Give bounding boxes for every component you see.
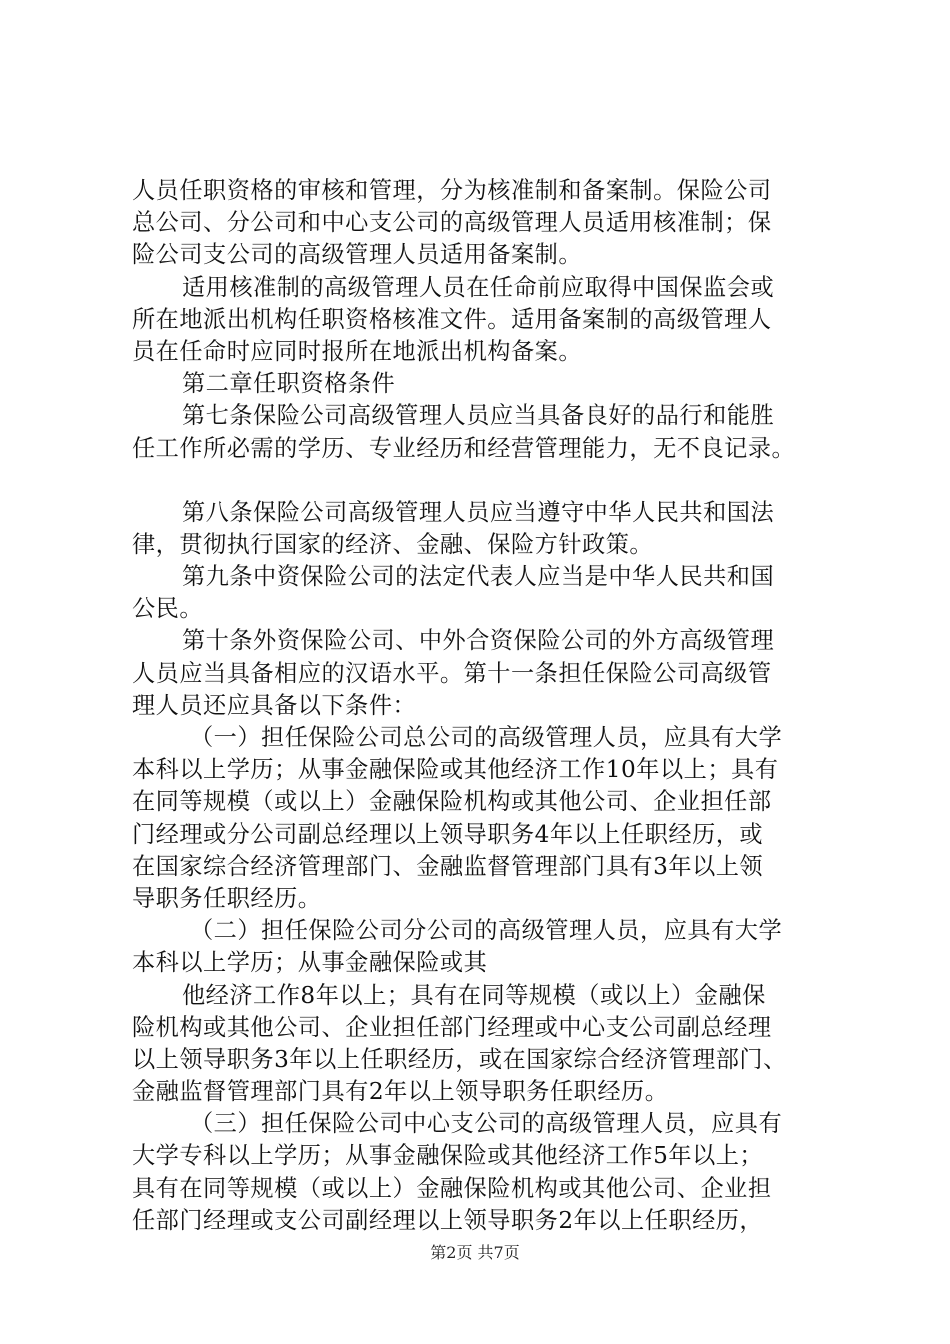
clause-1-line: （一）担任保险公司总公司的高级管理人员，应具有大学 bbox=[190, 724, 783, 751]
text-line: 所在地派出机构任职资格核准文件。适用备案制的高级管理人 bbox=[132, 305, 772, 333]
page-number-footer: 第2页 共7页 bbox=[430, 1243, 520, 1262]
article-9-line: 第九条中资保险公司的法定代表人应当是中华人民共和国 bbox=[182, 563, 775, 591]
text-line: 门经理或分公司副总经理以上领导职务4年以上任职经历，或 bbox=[132, 820, 764, 848]
paragraph-start-line: 他经济工作8年以上；具有在同等规模（或以上）金融保 bbox=[182, 981, 766, 1009]
text-line: 在国家综合经济管理部门、金融监督管理部门具有3年以上领 bbox=[132, 852, 764, 880]
text-line: 金融监督管理部门具有2年以上领导职务任职经历。 bbox=[132, 1078, 669, 1106]
text-line: 理人员还应具备以下条件： bbox=[132, 691, 417, 719]
text-line: 大学专科以上学历；从事金融保险或其他经济工作5年以上； bbox=[132, 1142, 764, 1170]
clause-2-line: （二）担任保险公司分公司的高级管理人员，应具有大学 bbox=[190, 917, 783, 945]
chapter-heading: 第二章任职资格条件 bbox=[182, 370, 396, 398]
paragraph-start-line: 适用核准制的高级管理人员在任命前应取得中国保监会或 bbox=[182, 273, 775, 301]
text-line: 任工作所必需的学历、专业经历和经营管理能力，无不良记录。 bbox=[132, 434, 796, 462]
blank-line bbox=[132, 465, 844, 497]
text-line: 人员任职资格的审核和管理，分为核准制和备案制。保险公司 bbox=[132, 177, 772, 204]
text-line: 人员应当具备相应的汉语水平。第十一条担任保险公司高级管 bbox=[132, 659, 772, 687]
text-line: 具有在同等规模（或以上）金融保险机构或其他公司、企业担 bbox=[132, 1174, 772, 1202]
text-line: 在同等规模（或以上）金融保险机构或其他公司、企业担任部 bbox=[132, 788, 772, 816]
text-line: 本科以上学历；从事金融保险或其他经济工作10年以上；具有 bbox=[132, 756, 779, 784]
text-line: 本科以上学历；从事金融保险或其 bbox=[132, 949, 488, 977]
text-line: 律，贯彻执行国家的经济、金融、保险方针政策。 bbox=[132, 530, 654, 558]
article-7-line: 第七条保险公司高级管理人员应当具备良好的品行和能胜 bbox=[182, 402, 775, 430]
clause-3-line: （三）担任保险公司中心支公司的高级管理人员，应具有 bbox=[190, 1110, 783, 1138]
text-line: 任部门经理或支公司副经理以上领导职务2年以上任职经历， bbox=[132, 1206, 764, 1234]
text-line: 险公司支公司的高级管理人员适用备案制。 bbox=[132, 241, 583, 269]
text-line: 险机构或其他公司、企业担任部门经理或中心支公司副总经理 bbox=[132, 1013, 772, 1041]
text-line: 公民。 bbox=[132, 595, 204, 623]
text-line: 以上领导职务3年以上任职经历，或在国家综合经济管理部门、 bbox=[132, 1045, 787, 1073]
text-line: 员在任命时应同时报所在地派出机构备案。 bbox=[132, 337, 583, 365]
document-body bbox=[132, 175, 844, 1237]
text-line: 总公司、分公司和中心支公司的高级管理人员适用核准制；保 bbox=[132, 209, 772, 237]
article-10-line: 第十条外资保险公司、中外合资保险公司的外方高级管理 bbox=[182, 627, 775, 655]
text-line: 导职务任职经历。 bbox=[132, 884, 322, 912]
article-8-line: 第八条保险公司高级管理人员应当遵守中华人民共和国法 bbox=[182, 498, 775, 526]
